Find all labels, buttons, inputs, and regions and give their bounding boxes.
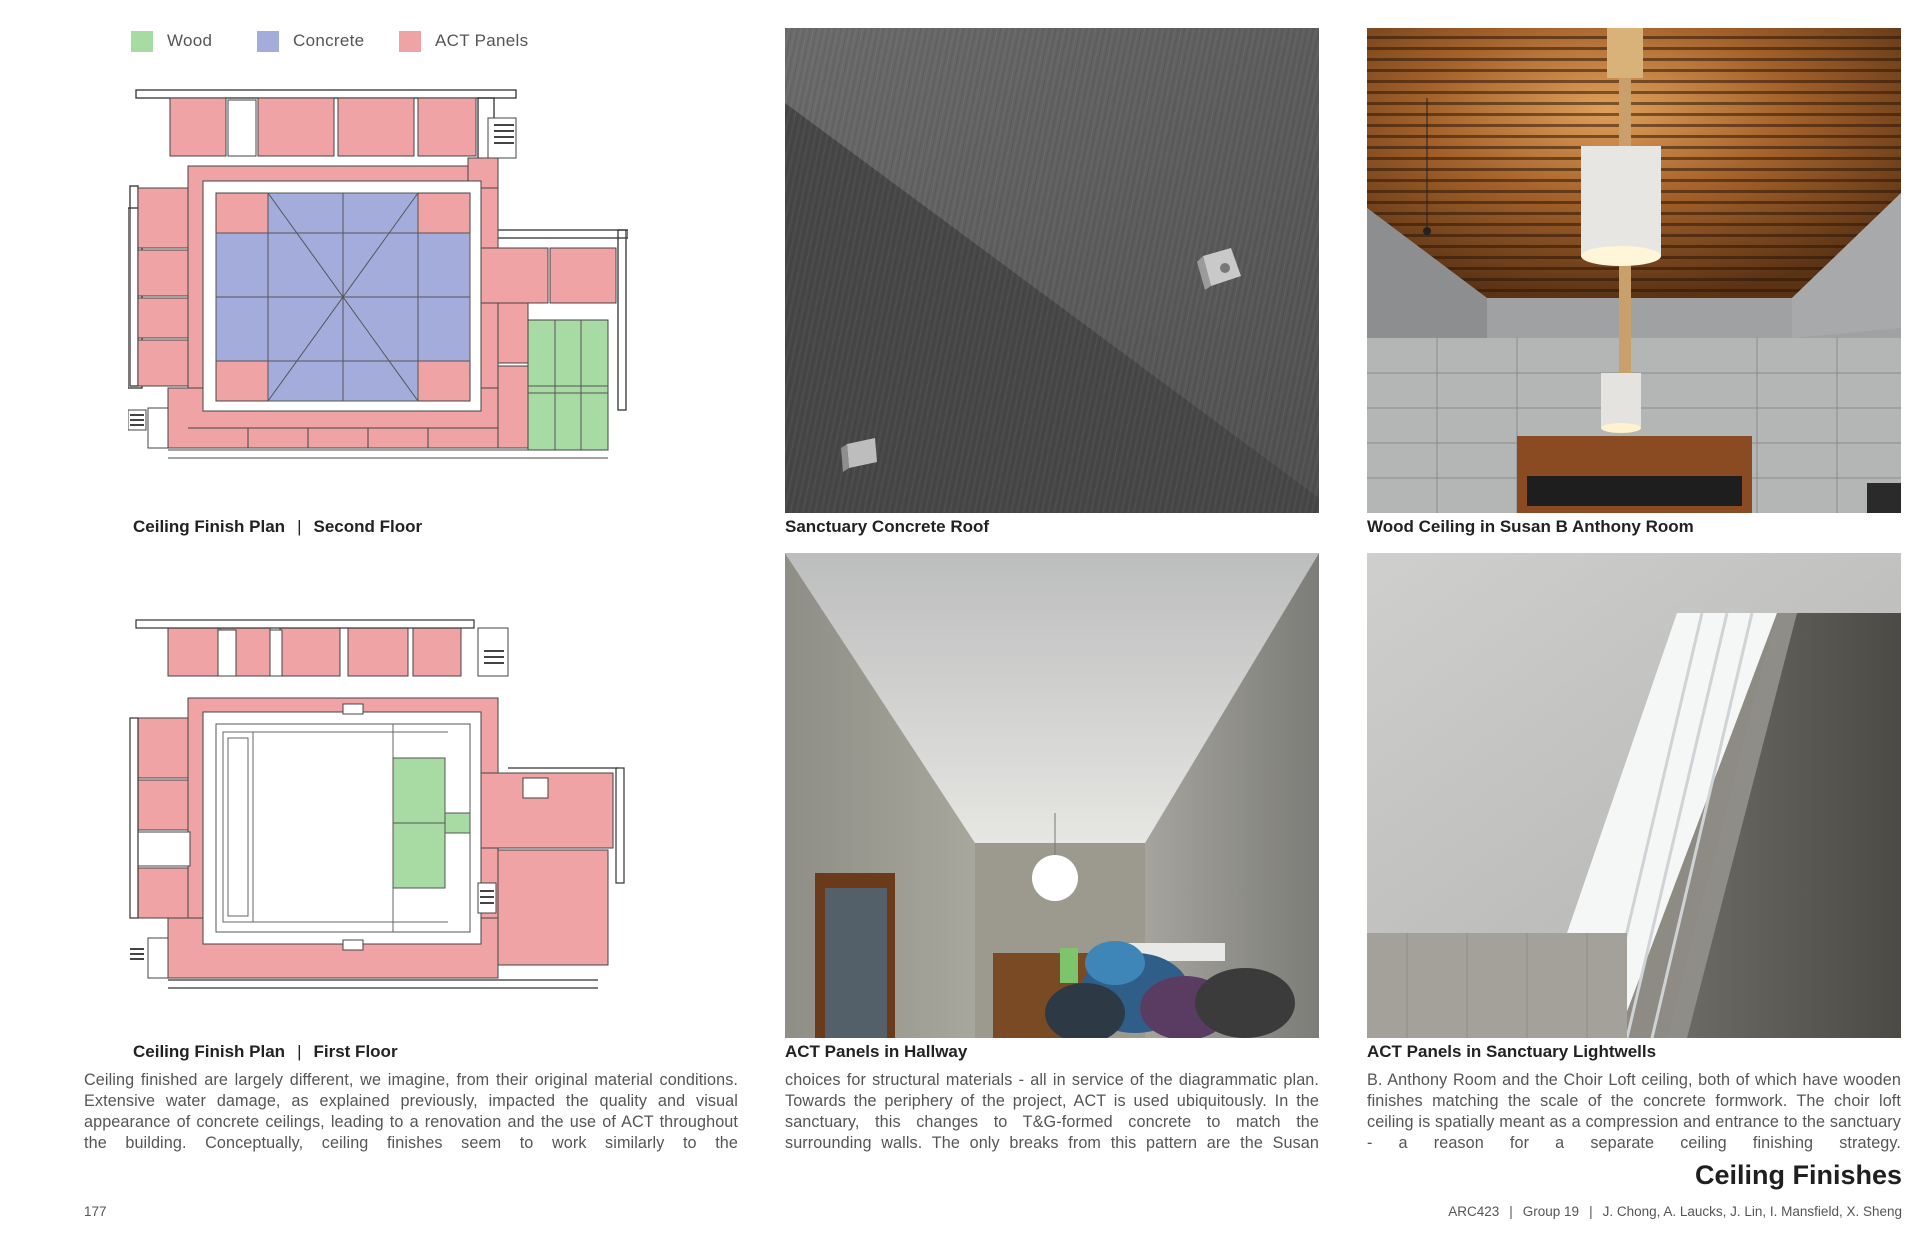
footer-credits: [1448, 1204, 1902, 1219]
legend-label-wood: Wood: [167, 31, 213, 50]
caption-wood-ceiling: Wood Ceiling in Susan B Anthony Room: [1367, 517, 1694, 536]
photo-sanctuary-concrete-roof: [785, 28, 1319, 513]
caption-act-lightwells: ACT Panels in Sanctuary Lightwells: [1367, 1042, 1657, 1061]
footer-sep-2: |: [1589, 1204, 1593, 1219]
footer-authors: J. Chong, A. Laucks, J. Lin, I. Mansfield, X. Sheng: [1602, 1204, 1902, 1219]
body-paragraph-1: Ceiling finished are largely different, we imagine, from their original material conditions. Extensive water damage, as explained previously, impacted the quality and visual appearance of concrete ceilings, leading to a renovation and the use of ACT throughout the building. Conceptually, ceiling finishes seem to work similarly to the: [84, 1071, 738, 1152]
second-floor-caption-b: Second Floor: [313, 517, 423, 536]
footer-group: Group 19: [1522, 1204, 1580, 1219]
legend-concrete: [257, 30, 364, 52]
legend-label-concrete: Concrete: [293, 31, 365, 50]
legend-wood: [131, 30, 212, 52]
first-floor-caption-a: Ceiling Finish Plan: [133, 1042, 286, 1061]
legend-swatch-wood: [131, 31, 153, 52]
footer-sep-1: |: [1509, 1204, 1513, 1219]
first-floor-caption-b: First Floor: [313, 1042, 398, 1061]
caption-sanctuary-concrete-roof: Sanctuary Concrete Roof: [785, 517, 990, 536]
first-floor-caption: [133, 1042, 398, 1062]
body-paragraph-3: B. Anthony Room and the Choir Loft ceiling, both of which have wooden finishes matching the scale of the concrete formwork. The choir loft ceiling is spatially meant as a compression and entrance to the sanctuary - a reason for a separate ceiling finishing strategy.: [1367, 1071, 1901, 1152]
body-text-column-1: [84, 1070, 738, 1154]
second-floor-plan: [128, 88, 628, 470]
footer-course: ARC423: [1448, 1204, 1500, 1219]
legend-label-act: ACT Panels: [435, 31, 529, 50]
legend-act-panels: [399, 30, 528, 52]
second-floor-caption-sep: |: [297, 517, 302, 536]
photo-act-hallway: [785, 553, 1319, 1038]
first-floor-caption-sep: |: [297, 1042, 302, 1061]
section-title: Ceiling Finishes: [1694, 1160, 1902, 1190]
photo-wood-ceiling: [1367, 28, 1901, 513]
page-number: 177: [84, 1204, 107, 1219]
legend-swatch-act: [399, 31, 421, 52]
caption-act-hallway: ACT Panels in Hallway: [785, 1042, 968, 1061]
body-text-column-3: [1367, 1070, 1901, 1154]
first-floor-plan: [128, 618, 628, 998]
photo-act-lightwells: [1367, 553, 1901, 1038]
second-floor-caption: [133, 517, 422, 537]
body-text-column-2: [785, 1070, 1319, 1154]
body-paragraph-2: choices for structural materials - all in service of the diagrammatic plan. Towards the periphery of the project, ACT is used ubiquitously. In the sanctuary, this changes to T&G-formed concrete to match the surrounding walls. The only breaks from this pattern are the Susan: [785, 1071, 1319, 1152]
legend-swatch-concrete: [257, 31, 279, 52]
second-floor-caption-a: Ceiling Finish Plan: [133, 517, 286, 536]
